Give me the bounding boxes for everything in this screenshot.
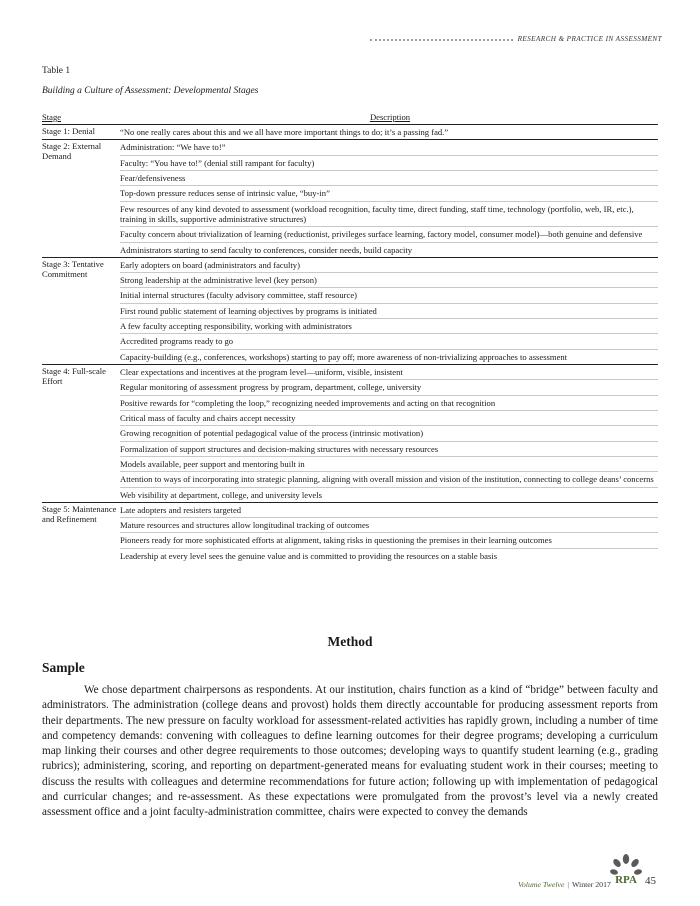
stage-description-item: Early adopters on board (administrators and faculty) <box>120 258 658 273</box>
stage-description-item: Few resources of any kind devoted to assessment (workload recognition, faculty time, direct funding, staff time, technology (portfolio, web, IR, etc.), training in skills, supportive administrative structures) <box>120 202 658 228</box>
table-title: Building a Culture of Assessment: Developmental Stages <box>42 86 259 96</box>
stage-description-item: Attention to ways of incorporating into strategic planning, aligning with overall mission and vision of the institution, connecting to college deans’ concerns <box>120 472 658 487</box>
page-footer <box>518 880 611 889</box>
table-header-row <box>42 112 658 124</box>
body-text <box>42 683 658 821</box>
footer-season: Winter 2017 <box>571 880 611 889</box>
stage-description-item: Top-down pressure reduces sense of intrinsic value, “buy-in” <box>120 186 658 201</box>
stage-description-item: A few faculty accepting responsibility, working with administrators <box>120 319 658 334</box>
running-header <box>370 33 662 45</box>
stage-description-item: Critical mass of faculty and chairs accept necessity <box>120 411 658 426</box>
table-row <box>42 125 658 139</box>
stage-description-item: Initial internal structures (faculty advisory committee, staff resource) <box>120 288 658 303</box>
stage-name: Stage 3: Tentative Commitment <box>42 258 104 279</box>
dotted-leader <box>370 39 513 41</box>
table-body <box>42 125 658 563</box>
stage-items <box>120 503 658 563</box>
rpa-logo <box>608 852 644 892</box>
page-number: 45 <box>645 875 656 887</box>
stage-description-item: Regular monitoring of assessment progress by program, department, college, university <box>120 380 658 395</box>
header-description: Description <box>369 112 411 122</box>
stage-description-item: Administrators starting to send faculty to conferences, consider needs, build capacity <box>120 244 413 255</box>
table-row <box>42 140 658 257</box>
stage-description-item: Models available, peer support and mentoring built in <box>120 457 658 472</box>
stage-description-item: Accredited programs ready to go <box>120 334 658 349</box>
stage-description-item: Growing recognition of potential pedagogical value of the process (intrinsic motivation) <box>120 426 658 441</box>
stage-description-item: First round public statement of learning objectives by programs is initiated <box>120 304 658 319</box>
stage-name: Stage 1: Denial <box>42 126 95 136</box>
stage-description-item: Faculty concern about trivialization of learning (reductionist, privileges surface learning, factory model, consumer model)—both genuine and defensive <box>120 227 658 242</box>
stage-description-item: Strong leadership at the administrative level (key person) <box>120 273 658 288</box>
stage-description-item: Fear/defensiveness <box>120 171 658 186</box>
stage-description-item: “No one really cares about this and we all have more important things to do; it’s a passing fad.” <box>120 127 449 137</box>
stage-name: Stage 5: Maintenance and Refinement <box>42 503 117 524</box>
sub-heading: Sample <box>42 660 85 675</box>
stage-description-item: Formalization of support structures and decision-making structures with necessary resources <box>120 442 658 457</box>
table-row <box>42 365 658 502</box>
stage-description-item: Clear expectations and incentives at the program level—uniform, visible, insistent <box>120 365 658 380</box>
stage-items <box>120 365 658 502</box>
stage-items <box>120 140 658 257</box>
footer-volume: Volume Twelve <box>518 880 565 889</box>
stage-description-item: Pioneers ready for more sophisticated efforts at alignment, taking risks in questioning the premises in their learning outcomes <box>120 533 658 548</box>
stage-items <box>120 258 658 364</box>
stage-description-item: Faculty: “You have to!” (denial still rampant for faculty) <box>120 156 658 171</box>
stage-name: Stage 2: External Demand <box>42 141 102 162</box>
table-label: Table 1 <box>42 66 71 76</box>
logo-text: RPA <box>615 874 637 886</box>
footer-separator: | <box>567 880 569 889</box>
stage-description-item: Leadership at every level sees the genuine value and is committed to providing the resources on a stable basis <box>120 550 498 561</box>
section-heading: Method <box>327 634 373 649</box>
stages-table <box>42 112 658 563</box>
header-stage: Stage <box>42 112 62 122</box>
table-row <box>42 258 658 364</box>
stage-description-item: Web visibility at department, college, and university levels <box>120 489 322 500</box>
stage-description-item: Capacity-building (e.g., conferences, workshops) starting to pay off; more awareness of non-trivializing approaches to assessment <box>120 351 568 362</box>
body-paragraph: We chose department chairpersons as respondents. At our institution, chairs function as a kind of “bridge” between faculty and administrators. The administration (college deans and provost) holds them directly accountable for producing assessment reports from their departments. The new pressure on faculty workload for assessment-related activities has rapidly grown, including a number of time and competency demands: convening with colleagues to define learning outcomes for their degree programs; developing a curriculum map linking their courses and other degree requirements to those outcomes; developing ways to quantify student learning (e.g., grading rubrics); administering, scoring, and reporting on department-generated means for evaluating student work in their courses; meeting to discuss the results with colleagues and determine recommendations for future action; following up with implementation of pedagogical and curricular changes; and re-assessment. As these expectations were promulgated from the provost’s level via a newly created assessment office and a joint faculty-administration committee, chairs were expected to convey the demands <box>42 684 658 819</box>
stage-description-item: Late adopters and resisters targeted <box>120 503 658 518</box>
table-row <box>42 503 658 563</box>
stage-name: Stage 4: Full-scale Effort <box>42 366 106 386</box>
stage-description-item: Positive rewards for “completing the loop,” recognizing needed improvements and acting on that recognition <box>120 396 658 411</box>
journal-title: RESEARCH & PRACTICE IN ASSESSMENT <box>517 35 662 43</box>
stage-items <box>120 125 658 139</box>
stage-description-item: Administration: “We have to!” <box>120 140 658 155</box>
stage-description-item: Mature resources and structures allow longitudinal tracking of outcomes <box>120 518 658 533</box>
